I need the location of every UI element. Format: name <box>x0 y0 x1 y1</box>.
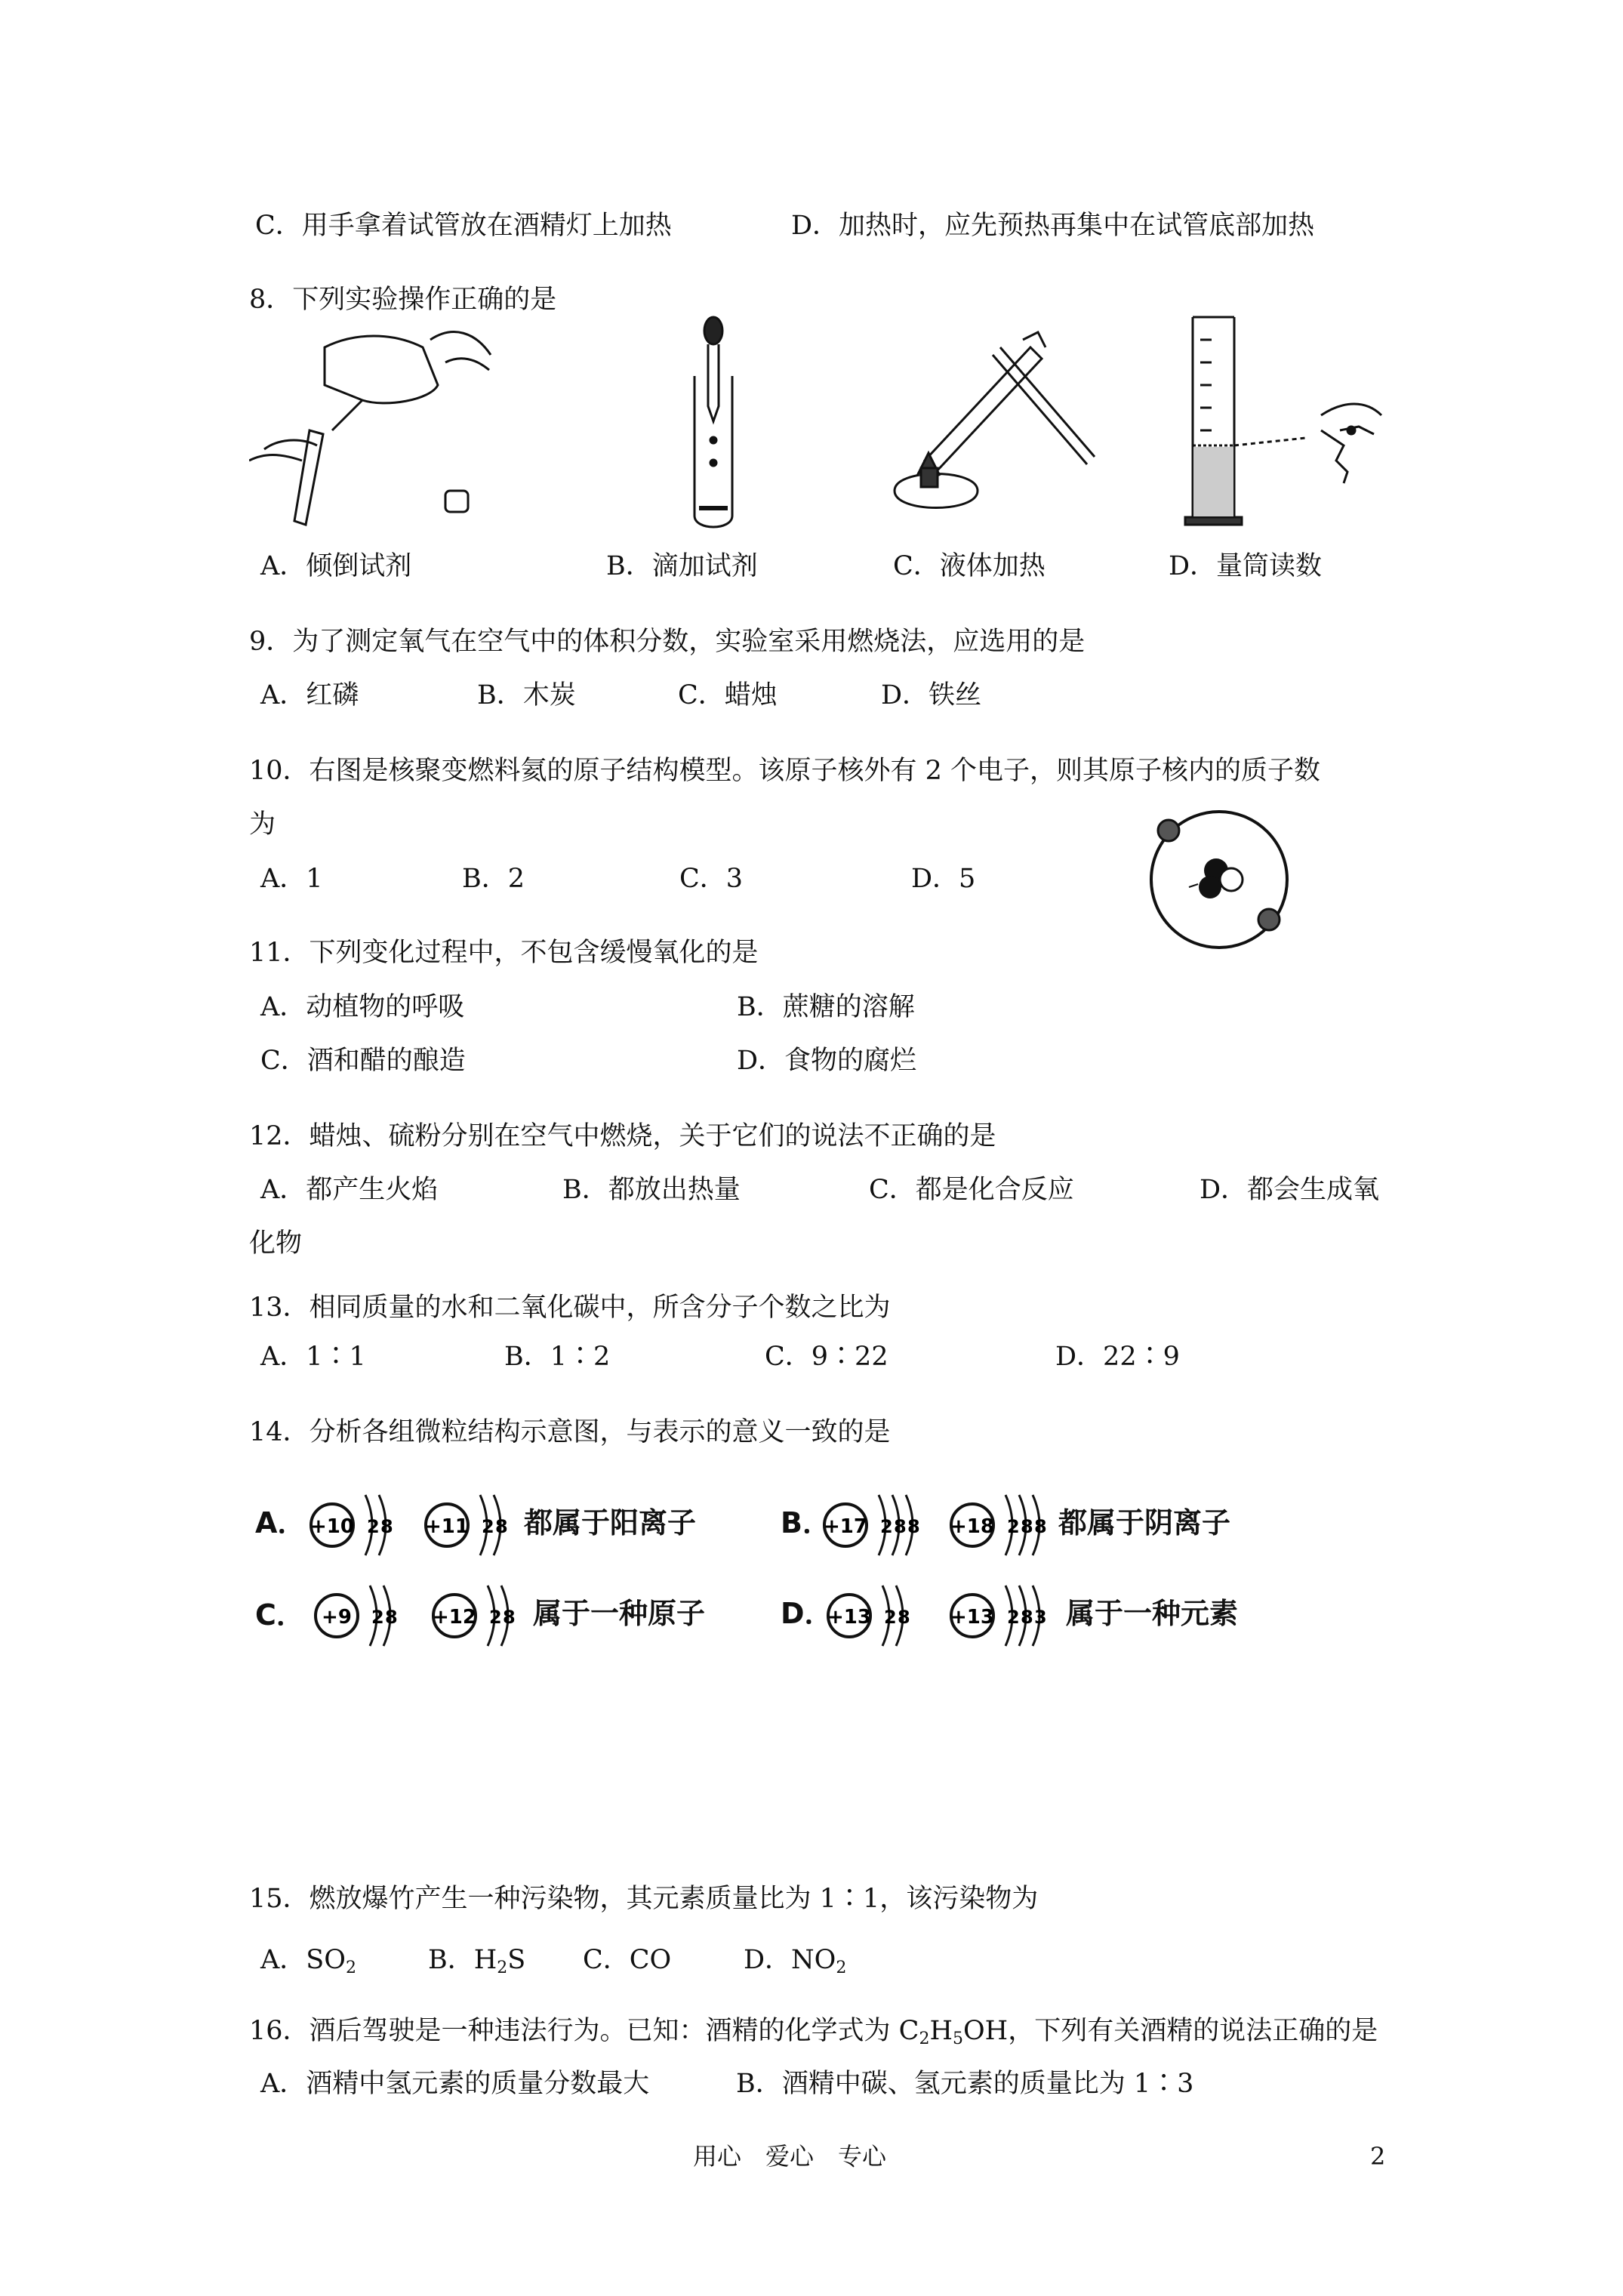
shell-electron-count: 2 <box>371 1607 384 1628</box>
nucleus-charge: +10 <box>310 1515 354 1538</box>
q14-option-b-label: B． <box>781 1506 831 1539</box>
nucleus-charge: +13 <box>950 1606 994 1629</box>
q16-option-a: A．酒精中氢元素的质量分数最大 <box>260 2069 650 2099</box>
q14-option-c-label: C． <box>255 1598 305 1632</box>
q8-stem: 8．下列实验操作正确的是 <box>249 285 557 315</box>
q10-option-c: C．3 <box>679 864 744 894</box>
helium-atom-model-illustration <box>1136 804 1302 955</box>
page-number: 2 <box>1370 2142 1386 2171</box>
graduated-cylinder-reading-illustration <box>1170 310 1397 532</box>
shell-electron-count: 8 <box>1021 1607 1033 1628</box>
q13-option-c: C．9∶22 <box>765 1342 888 1372</box>
particle-diagram <box>310 1495 393 1555</box>
particle-diagram <box>950 1495 1047 1555</box>
q12-option-d-continued: 化物 <box>249 1228 303 1259</box>
q12-stem: 12．蜡烛、硫粉分别在空气中燃烧，关于它们的说法不正确的是 <box>249 1121 996 1151</box>
q13-option-a: A．1∶1 <box>260 1342 366 1372</box>
q10-option-a: A．1 <box>260 864 323 894</box>
q15-option-b: B．$H_2S$ <box>428 1945 526 1977</box>
pouring-reagent-illustration <box>249 317 506 529</box>
q9-option-c: C．蜡烛 <box>678 680 778 710</box>
q12-option-b: B．都放出热量 <box>562 1175 741 1205</box>
q12-option-a: A．都产生火焰 <box>260 1175 439 1205</box>
shell-electron-count: 2 <box>367 1516 380 1537</box>
q11-option-d: D．食物的腐烂 <box>737 1046 917 1076</box>
nucleus-charge: +18 <box>950 1515 994 1538</box>
particle-diagram <box>827 1586 910 1646</box>
q9-option-b: B．木炭 <box>477 680 576 710</box>
q14-option-b-text: 都属于阴离子 <box>1058 1506 1231 1539</box>
q10-stem-line2: 为 <box>249 809 276 840</box>
liquid-heating-illustration <box>887 325 1098 521</box>
particle-diagram <box>316 1586 398 1646</box>
q9-stem: 9．为了测定氧气在空气中的体积分数，实验室采用燃烧法，应选用的是 <box>249 627 1086 657</box>
nucleus-charge: +9 <box>322 1606 352 1629</box>
q8-option-c: C．液体加热 <box>893 551 1046 581</box>
q15-option-d: D．$NO_2$ <box>744 1945 847 1977</box>
shell-electron-count: 2 <box>482 1516 494 1537</box>
q10-option-d: D．5 <box>911 864 976 894</box>
particle-diagram <box>824 1495 920 1555</box>
shell-electron-count: 2 <box>1007 1607 1020 1628</box>
shell-electron-count: 8 <box>907 1516 920 1537</box>
nucleus-charge: +17 <box>824 1515 867 1538</box>
q11-option-c: C．酒和醋的酿造 <box>260 1046 466 1076</box>
nucleus-charge: +13 <box>827 1606 871 1629</box>
shell-electron-count: 8 <box>495 1516 508 1537</box>
q16-option-b: B．酒精中碳、氢元素的质量比为 1∶3 <box>736 2069 1194 2099</box>
q11-stem: 11．下列变化过程中，不包含缓慢氧化的是 <box>249 938 759 968</box>
q15-option-c: C．CO <box>583 1945 672 1975</box>
q16-stem: 16．酒后驾驶是一种违法行为。已知：酒精的化学式为 $C_2H_5OH$，下列有关酒精的说法正确的是 <box>249 2016 1378 2048</box>
footer-motto: 用心 爱心 专心 <box>693 2142 887 2171</box>
shell-electron-count: 2 <box>880 1516 893 1537</box>
shell-electron-count: 8 <box>385 1607 398 1628</box>
q12-option-d: D．都会生成氧 <box>1200 1175 1380 1205</box>
shell-electron-count: 3 <box>1034 1607 1047 1628</box>
q14-option-a-text: 都属于阳离子 <box>524 1506 697 1539</box>
q14-option-a-label: A． <box>255 1506 306 1539</box>
q15-option-a: A．$SO_2$ <box>260 1945 356 1977</box>
shell-electron-count: 8 <box>503 1607 516 1628</box>
q11-option-b: B．蔗糖的溶解 <box>737 992 915 1022</box>
shell-electron-count: 2 <box>489 1607 502 1628</box>
particle-diagram <box>425 1495 508 1555</box>
q12-option-c: C．都是化合反应 <box>869 1175 1074 1205</box>
q10-stem-line1: 10．右图是核聚变燃料氦的原子结构模型。该原子核外有 2 个电子，则其原子核内的质子数 <box>249 756 1321 786</box>
q13-stem: 13．相同质量的水和二氧化碳中，所含分子个数之比为 <box>249 1293 891 1323</box>
particle-diagram <box>950 1586 1047 1646</box>
q8-option-a: A．倾倒试剂 <box>260 551 412 581</box>
q9-option-d: D．铁丝 <box>881 680 982 710</box>
q14-option-c-text: 属于一种原子 <box>533 1597 706 1630</box>
q10-option-b: B．2 <box>462 864 525 894</box>
shell-electron-count: 2 <box>884 1607 897 1628</box>
q14-option-d-label: D． <box>781 1597 833 1630</box>
shell-electron-count: 8 <box>898 1607 910 1628</box>
shell-electron-count: 2 <box>1007 1516 1020 1537</box>
shell-electron-count: 8 <box>1034 1516 1047 1537</box>
q15-stem: 15．燃放爆竹产生一种污染物，其元素质量比为 1∶1，该污染物为 <box>249 1884 1039 1914</box>
nucleus-charge: +12 <box>433 1606 476 1629</box>
q8-option-b: B．滴加试剂 <box>606 551 758 581</box>
nucleus-charge: +11 <box>425 1515 469 1538</box>
q8-option-d: D．量筒读数 <box>1169 551 1323 581</box>
particle-diagram <box>433 1586 516 1646</box>
shell-electron-count: 8 <box>380 1516 393 1537</box>
q14-stem: 14．分析各组微粒结构示意图，与表示的意义一致的是 <box>249 1417 891 1447</box>
shell-electron-count: 8 <box>1021 1516 1033 1537</box>
q14-option-d-text: 属于一种元素 <box>1066 1597 1239 1630</box>
shell-electron-count: 8 <box>894 1516 907 1537</box>
q7-option-c: C．用手拿着试管放在酒精灯上加热 <box>255 211 672 241</box>
q11-option-a: A．动植物的呼吸 <box>260 992 465 1022</box>
q13-option-b: B．1∶2 <box>504 1342 611 1372</box>
dropper-illustration <box>672 316 755 535</box>
particle-structure-diagrams <box>0 1465 1623 1661</box>
q9-option-a: A．红磷 <box>260 680 359 710</box>
q13-option-d: D．22∶9 <box>1055 1342 1180 1372</box>
q7-option-d: D．加热时，应先预热再集中在试管底部加热 <box>791 211 1315 241</box>
